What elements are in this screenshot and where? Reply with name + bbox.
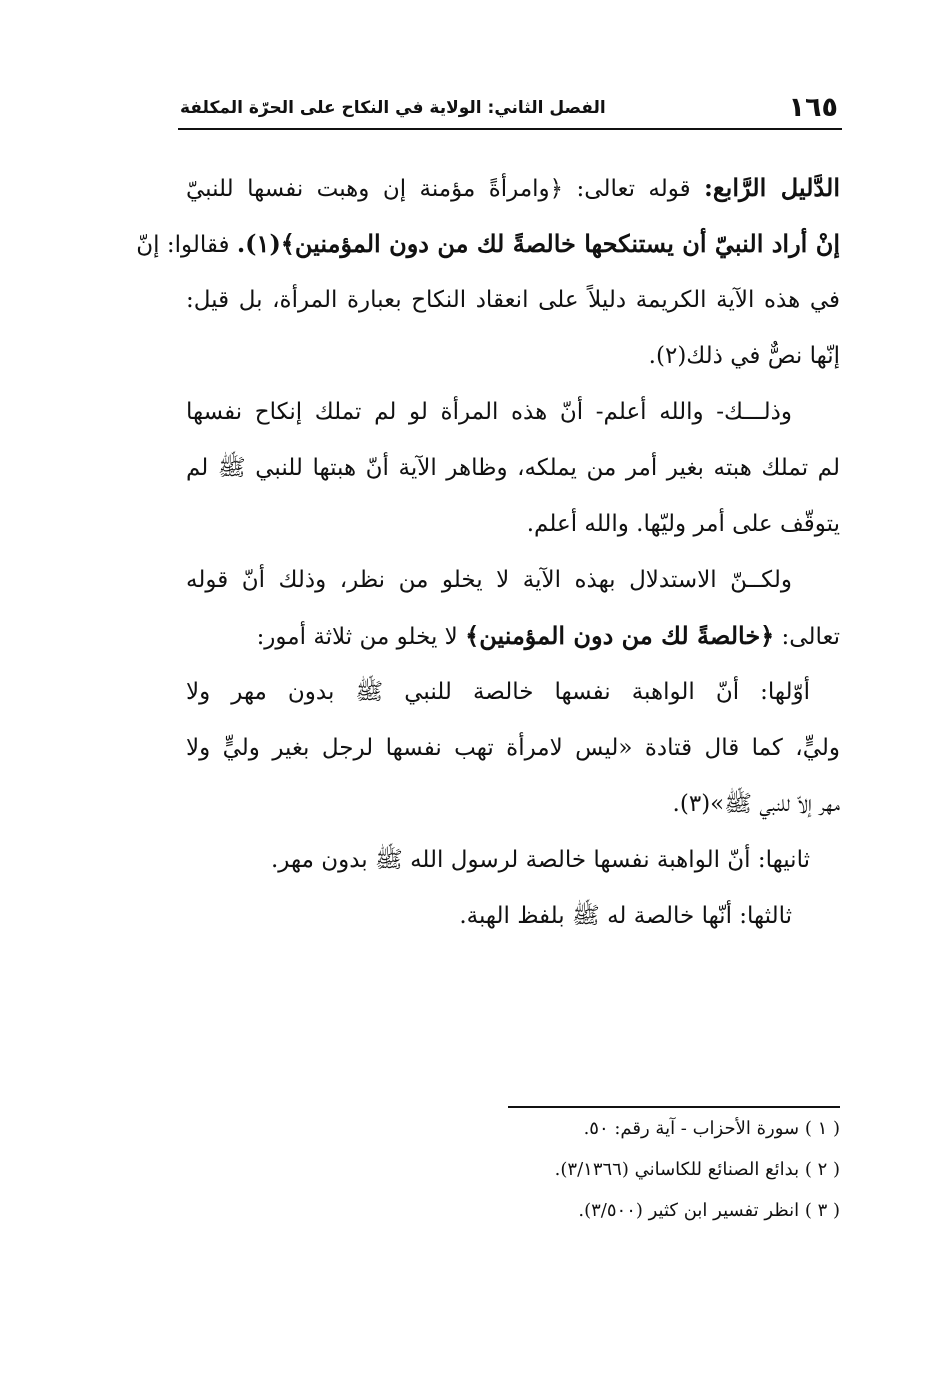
- footnote-1: ( ١ ) سورة الأحزاب - آية رقم: ٥٠.: [583, 1118, 840, 1139]
- text-line-9: [186, 608, 840, 664]
- text-line-3: في هذه الآية الكريمة دليلاً على انعقاد النكاح بعبارة المرأة، بل قيل:: [186, 287, 840, 313]
- footnote-2: ( ٢ ) بدائع الصنائع للكاساني (٣/١٣٦٦).: [554, 1159, 840, 1180]
- text-line-11: وليٍّ، كما قال قتادة «ليس لامرأة تهب نفسها لرجل بغير وليٍّ ولا: [186, 735, 840, 761]
- page-number: ١٦٥: [788, 92, 838, 123]
- text-line-1-rest: قوله تعالى: ﴿وامرأةً مؤمنة إن وهبت نفسها للنبيّ: [186, 176, 691, 202]
- text-line-6: لم تملك هبته بغير أمر من يملكه، وظاهر الآية أنّ هبتها للنبي ﷺ لم: [186, 455, 840, 481]
- quran-quote-2: ﴿خالصةً لك من دون المؤمنين﴾: [465, 621, 775, 650]
- evidence-label: الدَّليل الرَّابع:: [704, 173, 841, 202]
- text-line-9-a: تعالى:: [774, 624, 840, 650]
- text-line-4: إنّها نصٌّ في ذلك(٢).: [648, 343, 840, 369]
- text-line-10: أوّلها: أنّ الواهبة نفسها خالصة للنبي ﷺ بدون مهر ولا: [186, 679, 810, 705]
- running-header: [178, 90, 842, 130]
- text-line-2: [136, 216, 840, 272]
- text-line-9-b: لا يخلو من ثلاثة أمور:: [256, 624, 466, 650]
- footnote-3: ( ٣ ) انظر تفسير ابن كثير (٣/٥٠٠).: [578, 1200, 840, 1221]
- text-line-7: يتوقّف على أمر وليّها. والله أعلم.: [526, 511, 840, 537]
- main-text: [136, 160, 841, 944]
- text-line-8: ولكــنّ الاستدلال بهذه الآية لا يخلو من نظر، وذلك أنّ قوله: [186, 567, 792, 593]
- text-line-14: ثالثها: أنّها خالصة له ﷺ بلفظ الهبة.: [459, 903, 792, 929]
- text-line-2-rest: فقالوا: إنّ: [136, 232, 230, 258]
- quran-quote-1: إنْ أراد النبيّ أن يستنكحها خالصةً لك من دون المؤمنين﴾(١).: [236, 229, 840, 258]
- chapter-title: الفصل الثاني: الولاية في النكاح على الحرّة المكلفة: [180, 98, 606, 118]
- text-line-1: [186, 160, 840, 216]
- text-line-12: مهر إلاّ للنبي ﷺ»(٣).: [672, 791, 840, 817]
- text-line-13: ثانيها: أنّ الواهبة نفسها خالصة لرسول الله ﷺ بدون مهر.: [270, 847, 810, 873]
- footnotes: [300, 1106, 840, 1231]
- text-line-5: وذلـــك- والله أعلم- أنّ هذه المرأة لو لم تملك إنكاح نفسها: [186, 399, 792, 425]
